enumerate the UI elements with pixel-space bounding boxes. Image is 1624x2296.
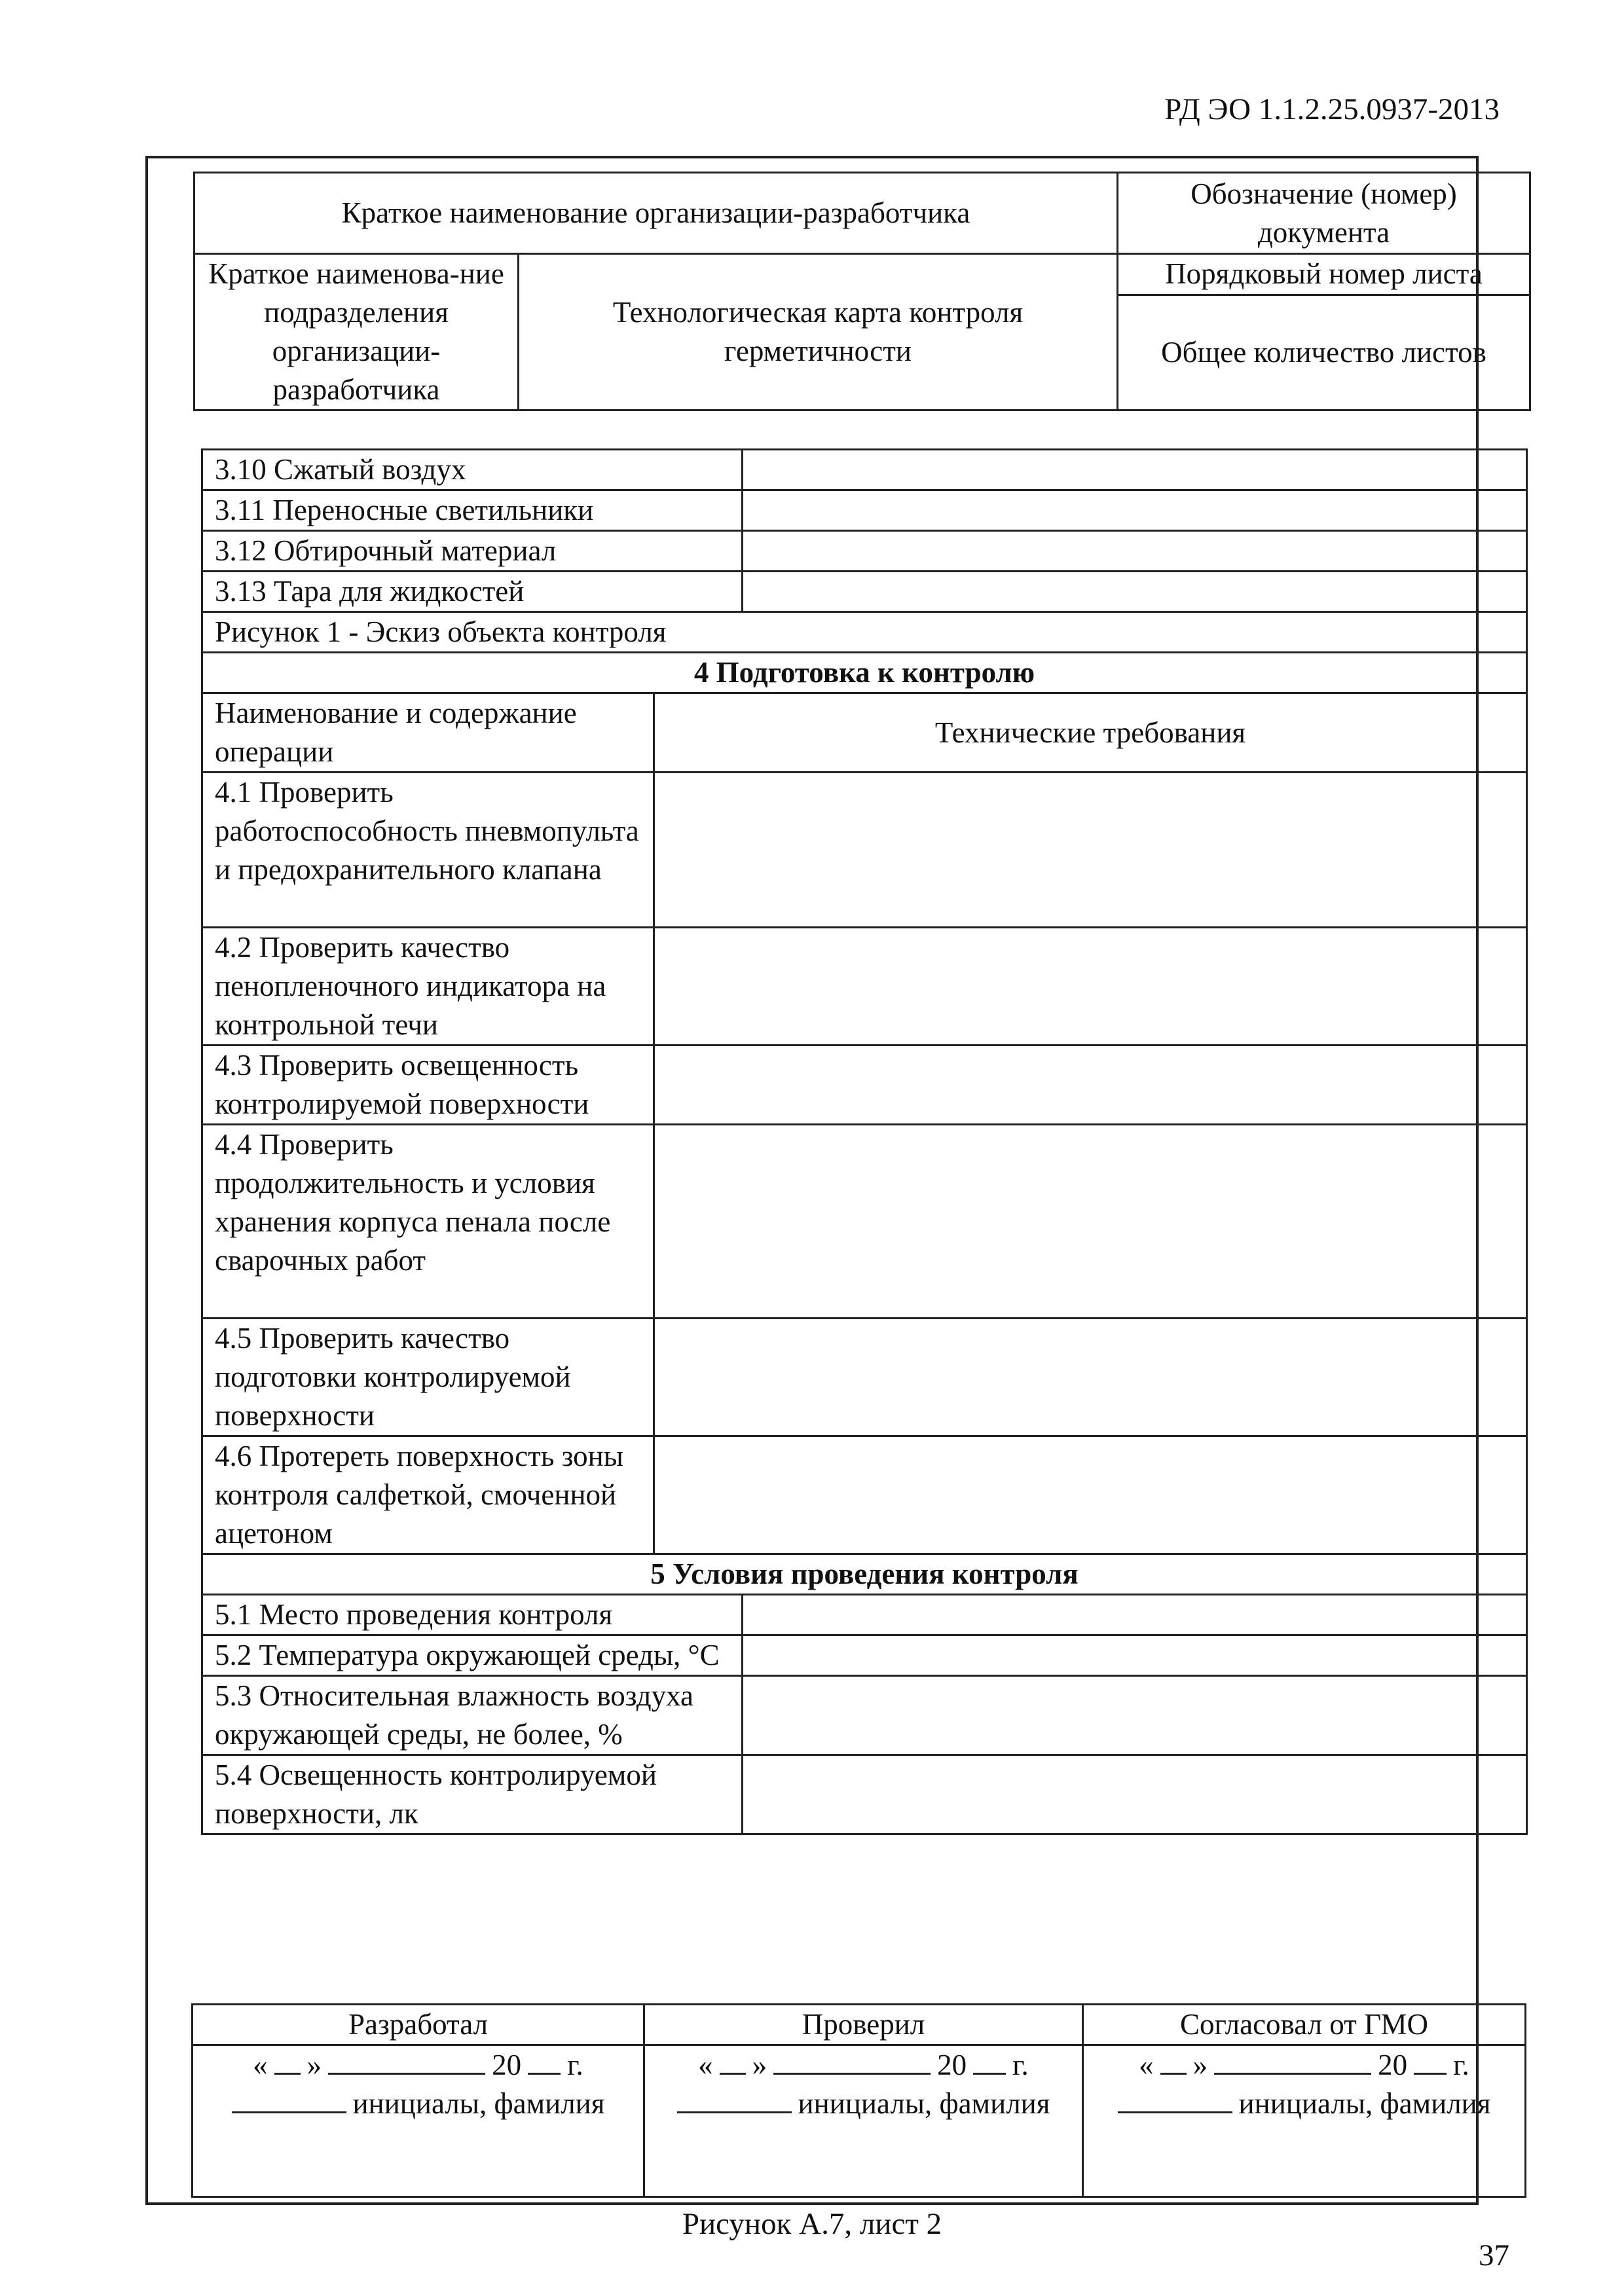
section-5-title: 5 Условия проведения контроля [202,1554,1527,1595]
month-blank [328,2047,485,2075]
table-row [202,490,1527,531]
equipment-label: 3.10 Сжатый воздух [202,450,743,490]
equipment-value [743,531,1527,572]
table-row [202,531,1527,572]
header-table [193,172,1531,411]
page-number: 37 [1479,2238,1509,2272]
signature-block-checked [644,2045,1083,2197]
equipment-label: 3.11 Переносные светильники [202,490,743,531]
requirements-cell [654,773,1527,928]
org-name-cell: Краткое наименование организации-разработчика [194,173,1118,254]
operation-cell: 4.3 Проверить освещенность контролируемой поверхности [202,1046,654,1125]
operation-cell: 4.2 Проверить качество пенопленочного индикатора на контрольной течи [202,928,654,1046]
table-row [202,1676,1527,1755]
subdivision-cell: Краткое наименова-ние подразделения организации-разработчика [194,254,519,410]
date-line: « » 20 г. [657,2046,1070,2085]
equipment-value [743,450,1527,490]
condition-value [743,1595,1527,1635]
sheet-total-cell: Общее количество листов [1118,295,1530,410]
condition-value [743,1635,1527,1676]
condition-label: 5.2 Температура окружающей среды, °С [202,1635,743,1676]
main-table [201,448,1528,1835]
col-requirements-header: Технические требования [654,693,1527,773]
table-row [202,1319,1527,1436]
condition-value [743,1676,1527,1755]
table-row [202,572,1527,612]
condition-label: 5.1 Место проведения контроля [202,1595,743,1635]
sign-role-agreed: Согласовал от ГМО [1083,2005,1526,2045]
operation-cell: 4.5 Проверить качество подготовки контролируемой поверхности [202,1319,654,1436]
condition-label: 5.3 Относительная влажность воздуха окружающей среды, не более, % [202,1676,743,1755]
condition-value [743,1755,1527,1834]
operation-cell: 4.6 Протереть поверхность зоны контроля салфеткой, смоченной ацетоном [202,1436,654,1554]
requirements-cell [654,928,1527,1046]
date-line: « » 20 г. [1096,2046,1513,2085]
month-blank [773,2047,931,2075]
document-code: РД ЭО 1.1.2.25.0937-2013 [1164,92,1500,126]
equipment-label: 3.13 Тара для жидкостей [202,572,743,612]
equipment-value [743,572,1527,612]
requirements-cell [654,1046,1527,1125]
signature-block-agreed [1083,2045,1526,2197]
figure-caption: Рисунок А.7, лист 2 [682,2207,942,2241]
sketch-label: Рисунок 1 - Эскиз объекта контроля [202,612,1527,653]
signature-blank [232,2085,346,2113]
signature-table [191,2003,1526,2198]
operation-cell: 4.1 Проверить работоспособность пневмопульта и предохранительного клапана [202,773,654,928]
sign-role-developed: Разработал [193,2005,644,2045]
signature-block-developed [193,2045,644,2197]
sheet-number-cell: Порядковый номер листа [1118,254,1530,295]
section-4-title: 4 Подготовка к контролю [202,653,1527,693]
signature-blank [677,2085,792,2113]
operation-cell: 4.4 Проверить продолжительность и условия хранения корпуса пенала после сварочных работ [202,1125,654,1319]
table-row [202,1125,1527,1319]
year-blank [528,2047,561,2075]
year-blank [973,2047,1006,2075]
name-line: инициалы, фамилия [205,2085,631,2123]
sign-role-checked: Проверил [644,2005,1083,2045]
equipment-label: 3.12 Обтирочный материал [202,531,743,572]
signature-blank [1118,2085,1232,2113]
table-row [202,1595,1527,1635]
doc-number-cell: Обозначение (номер) документа [1118,173,1530,254]
table-row [202,1046,1527,1125]
col-operation-header: Наименование и содержание операции [202,693,654,773]
table-row [202,450,1527,490]
equipment-value [743,490,1527,531]
table-row [202,773,1527,928]
day-blank [1160,2047,1187,2075]
month-blank [1214,2047,1371,2075]
day-blank [720,2047,746,2075]
name-line: инициалы, фамилия [1096,2085,1513,2123]
requirements-cell [654,1319,1527,1436]
card-title-cell: Технологическая карта контроля герметичности [519,254,1118,410]
table-row [202,1755,1527,1834]
table-row [202,1436,1527,1554]
condition-label: 5.4 Освещенность контролируемой поверхности, лк [202,1755,743,1834]
name-line: инициалы, фамилия [657,2085,1070,2123]
table-row [202,1635,1527,1676]
requirements-cell [654,1125,1527,1319]
requirements-cell [654,1436,1527,1554]
table-row [202,928,1527,1046]
year-blank [1414,2047,1447,2075]
day-blank [274,2047,301,2075]
date-line: « » 20 г. [205,2046,631,2085]
